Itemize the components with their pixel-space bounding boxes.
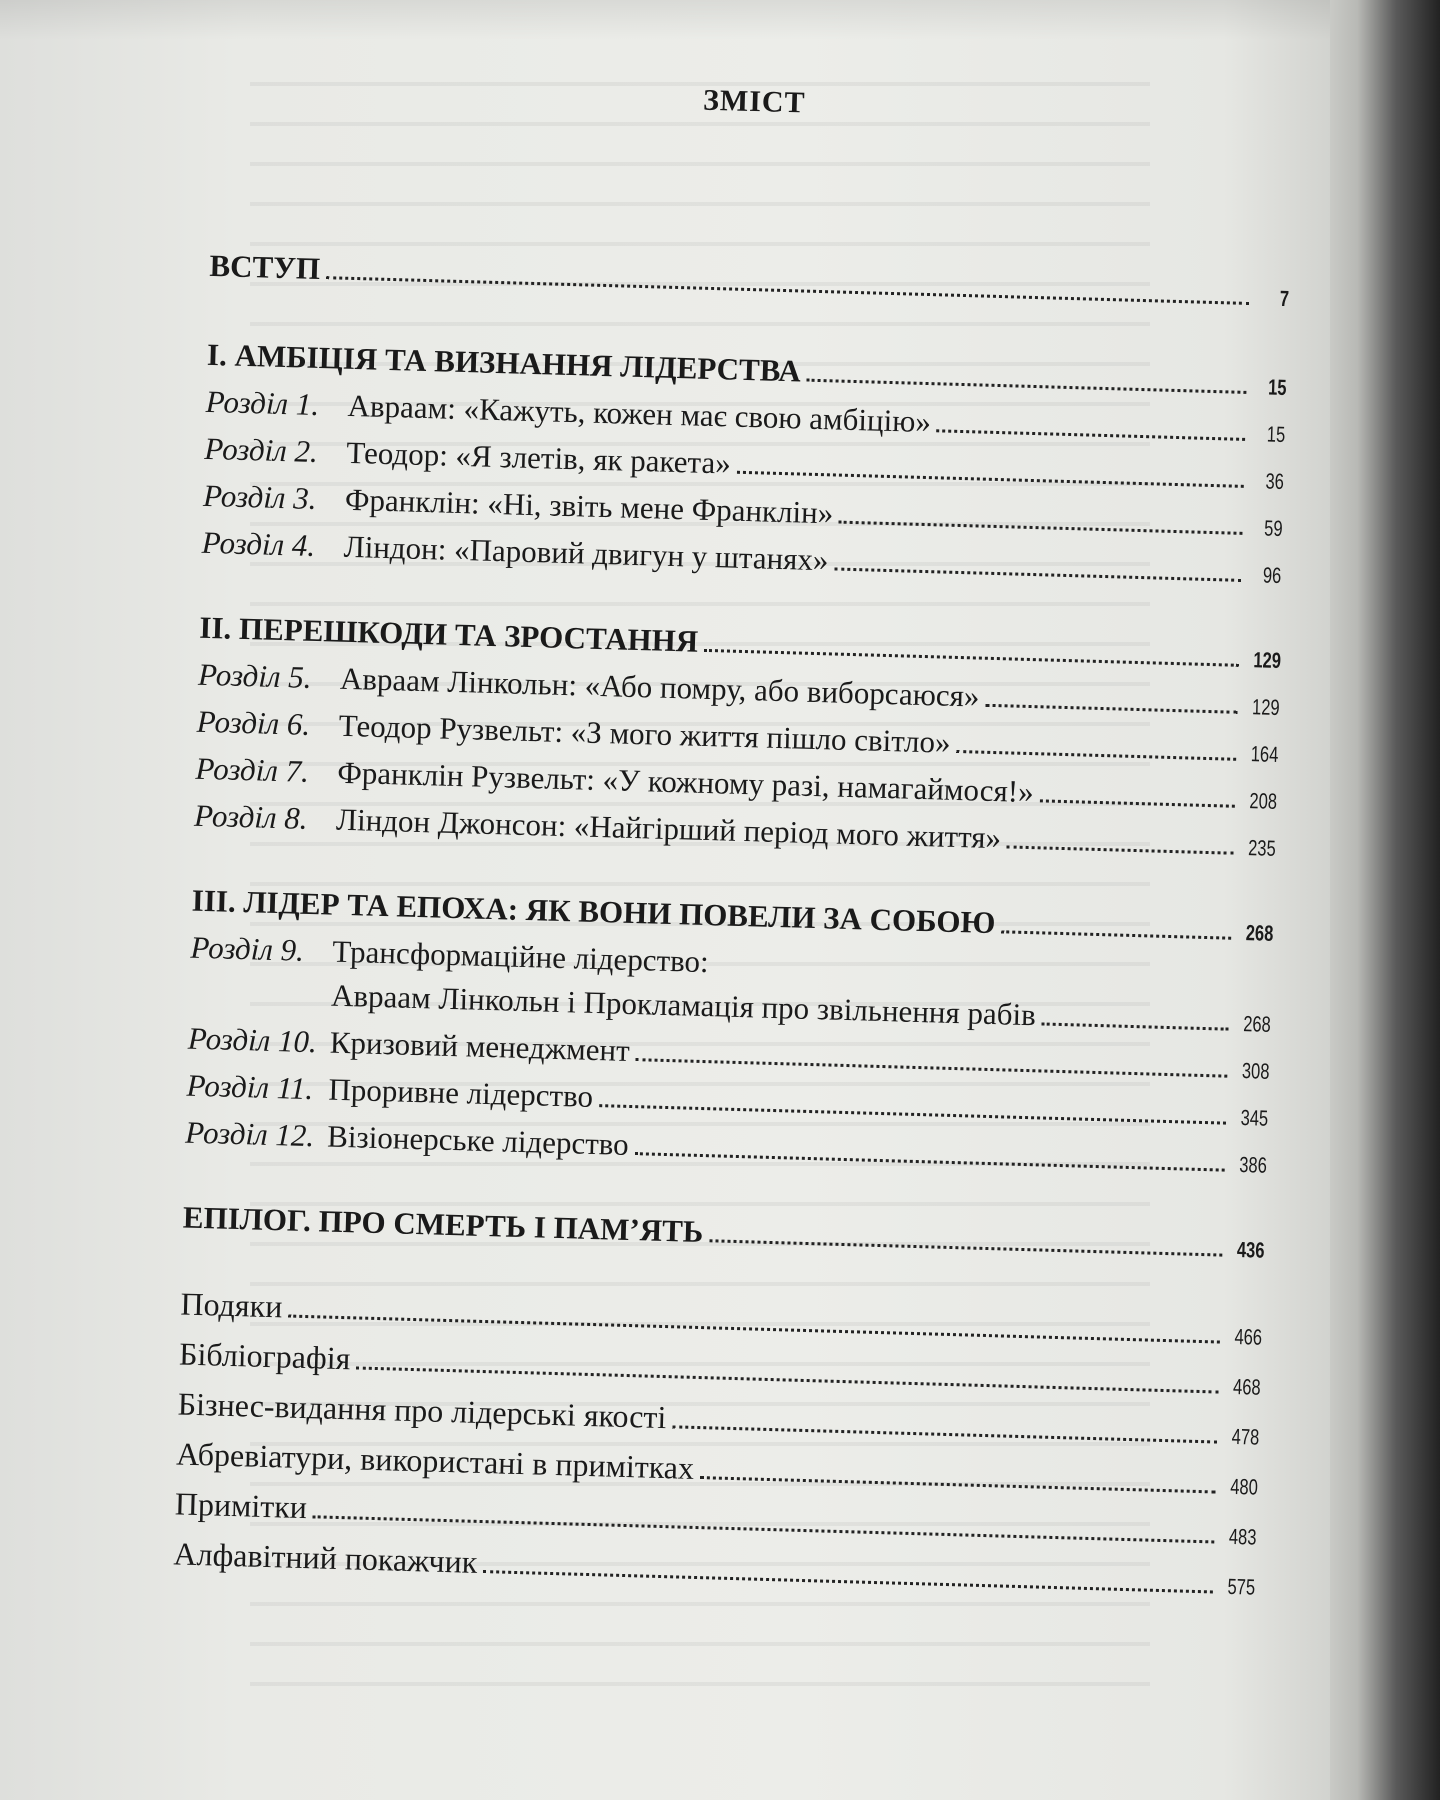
leader-dots bbox=[807, 379, 1247, 394]
page-number: 129 bbox=[1251, 694, 1281, 720]
leader-dots bbox=[1001, 930, 1231, 939]
backmatter-title: Абревіатури, використані в примітках bbox=[175, 1435, 695, 1486]
leader-dots bbox=[672, 1425, 1217, 1443]
page-number: 480 bbox=[1229, 1473, 1259, 1500]
leader-dots bbox=[1039, 799, 1235, 807]
part-title: ІІІ. ЛІДЕР ТА ЕПОХА: ЯК ВОНИ ПОВЕЛИ ЗА СОБОЮ bbox=[191, 882, 996, 941]
page-number: 96 bbox=[1262, 562, 1282, 588]
leader-dots bbox=[700, 1476, 1216, 1493]
chapter-label: Розділ 11. bbox=[186, 1067, 314, 1107]
leader-dots bbox=[956, 750, 1236, 761]
leader-dots bbox=[839, 521, 1243, 535]
page-number: 308 bbox=[1241, 1058, 1270, 1084]
page-number: 436 bbox=[1236, 1236, 1265, 1263]
chapter-label: Розділ 10. bbox=[187, 1020, 318, 1060]
leader-dots bbox=[635, 1058, 1227, 1078]
chapter-title: Авраам: «Кажуть, кожен має свою амбіцію» bbox=[347, 387, 932, 440]
backmatter-title: Примітки bbox=[174, 1485, 308, 1526]
toc-backmatter bbox=[173, 1281, 1261, 1611]
page-number: 386 bbox=[1238, 1152, 1268, 1178]
chapter-title: Авраам Лінкольн: «Або помру, або виборсаюся» bbox=[339, 660, 980, 714]
leader-dots bbox=[599, 1104, 1226, 1125]
chapter-label-spacer bbox=[189, 1002, 331, 1006]
toc-entry-intro bbox=[209, 244, 1290, 321]
chapter-title: Візіонерське лідерство bbox=[326, 1118, 630, 1162]
backmatter-title: Бізнес-видання про лідерські якості bbox=[177, 1385, 667, 1436]
leader-dots bbox=[709, 1239, 1222, 1256]
chapter-label: Розділ 8. bbox=[193, 797, 309, 836]
leader-dots bbox=[985, 704, 1237, 714]
leader-dots bbox=[937, 429, 1246, 441]
page-number: 235 bbox=[1247, 835, 1277, 861]
chapter-title: Теодор Рузвельт: «З мого життя пішло світло» bbox=[338, 707, 952, 760]
leader-dots bbox=[634, 1152, 1224, 1171]
chapter-title: Ліндон: «Паровий двигун у штанях» bbox=[343, 528, 829, 578]
chapter-label: Розділ 12. bbox=[184, 1114, 315, 1154]
page-shadow bbox=[0, 0, 1330, 40]
chapter-label: Розділ 4. bbox=[201, 524, 316, 563]
page-number: 59 bbox=[1263, 515, 1283, 541]
leader-dots bbox=[736, 471, 1243, 488]
leader-dots bbox=[1007, 845, 1234, 854]
page-number: 466 bbox=[1234, 1323, 1263, 1350]
table-of-contents bbox=[173, 70, 1295, 1611]
chapter-label: Розділ 1. bbox=[205, 383, 320, 423]
page-number: 478 bbox=[1231, 1423, 1260, 1450]
chapter-title: Франклін: «Ні, звіть мене Франклін» bbox=[344, 481, 834, 531]
chapter-title: Ліндон Джонсон: «Найгірший період мого життя» bbox=[335, 801, 1002, 856]
page-number: 483 bbox=[1228, 1523, 1257, 1550]
page-number: 468 bbox=[1232, 1373, 1262, 1400]
chapter-title: Теодор: «Я злетів, як ракета» bbox=[345, 434, 732, 481]
page-number: 345 bbox=[1240, 1105, 1269, 1131]
backmatter-title: Алфавітний покажчик bbox=[173, 1535, 478, 1580]
chapter-label: Розділ 5. bbox=[197, 656, 312, 695]
leader-dots bbox=[704, 649, 1239, 667]
toc-epilogue bbox=[182, 1196, 1263, 1273]
part-title: І. АМБІЦІЯ ТА ВИЗНАННЯ ЛІДЕРСТВА bbox=[206, 336, 802, 389]
chapter-subtitle: Авраам Лінкольн і Прокламація про звільнення рабів bbox=[330, 977, 1037, 1033]
chapter-title: Трансформаційне лідерство: bbox=[331, 933, 710, 980]
page-number: 268 bbox=[1242, 1011, 1272, 1037]
leader-dots bbox=[326, 276, 1249, 305]
page-number: 164 bbox=[1250, 741, 1279, 767]
backmatter-title: Подяки bbox=[180, 1285, 283, 1325]
part-title: ІІ. ПЕРЕШКОДИ ТА ЗРОСТАННЯ bbox=[198, 609, 699, 659]
page-number: 208 bbox=[1249, 788, 1278, 814]
chapter-title: Франклін Рузвельт: «У кожному разі, намагаймося!» bbox=[336, 754, 1035, 810]
chapter-label: Розділ 6. bbox=[196, 703, 311, 742]
toc-entry-text: ВСТУП bbox=[209, 247, 321, 287]
chapter-label: Розділ 3. bbox=[202, 477, 317, 516]
chapter-title: Кризовий менеджмент bbox=[329, 1024, 631, 1068]
chapter-label: Розділ 2. bbox=[203, 430, 319, 470]
backmatter-title: Бібліографія bbox=[178, 1335, 351, 1377]
page-number: 7 bbox=[1279, 285, 1290, 312]
page-number: 129 bbox=[1253, 647, 1282, 673]
page-number: 575 bbox=[1227, 1573, 1256, 1600]
page-number: 268 bbox=[1245, 920, 1274, 946]
page-number: 36 bbox=[1265, 468, 1285, 495]
chapter-title: Проривне лідерство bbox=[328, 1071, 594, 1114]
page-number: 15 bbox=[1266, 421, 1286, 448]
page-title: ЗМІСТ bbox=[702, 83, 807, 120]
epilogue-title: ЕПІЛОГ. ПРО СМЕРТЬ І ПАМ’ЯТЬ bbox=[182, 1199, 704, 1250]
leader-dots bbox=[834, 567, 1241, 581]
chapter-label: Розділ 7. bbox=[195, 750, 310, 789]
leader-dots bbox=[483, 1570, 1213, 1593]
leader-dots bbox=[1041, 1022, 1228, 1030]
book-page-edge bbox=[1330, 0, 1440, 1800]
page-number: 15 bbox=[1267, 374, 1287, 401]
chapter-label: Розділ 9. bbox=[190, 929, 305, 968]
